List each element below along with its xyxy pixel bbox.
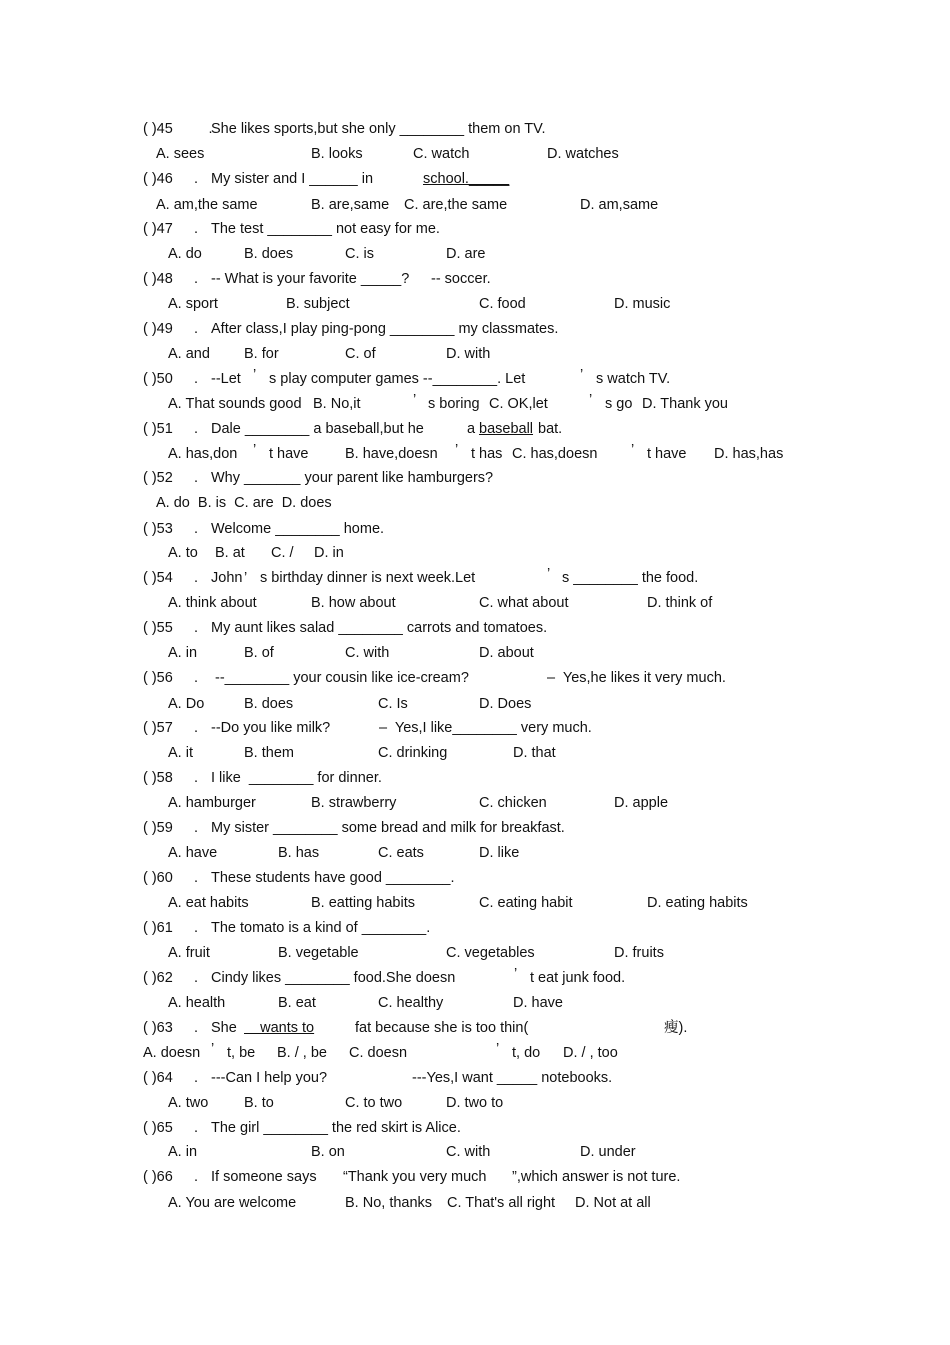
question-stem: Why _______ your parent like hamburgers? [211,470,494,486]
option-a: A. am,the same [156,197,258,213]
option-c: C. healthy [378,995,444,1011]
option-a: A. has,don [168,446,238,462]
question-stem: 瘦). [664,1020,688,1036]
question-dot: . [194,470,199,486]
question-stem: My aunt likes salad ________ carrots and tomatoes. [211,620,548,636]
option-b: B. eatting habits [311,895,415,911]
question-dot: . [194,521,199,537]
question-dot: . [194,570,199,586]
option-c: t, do [512,1045,541,1061]
question-stem: My sister ________ some bread and milk for breakfast. [211,820,565,836]
question-stem: After class,I play ping-pong ________ my classmates. [211,321,559,337]
question-number: ( )52 [143,470,173,486]
question-stem: --________ your cousin like ice-cream? [215,670,469,686]
question-stem: She [211,1020,237,1036]
option-a: A. it [168,745,193,761]
apostrophe: ’ [455,442,459,458]
question-dot: . [194,870,199,886]
option-d: D. under [580,1144,636,1160]
question-dot: . [194,221,199,237]
option-c: C. chicken [479,795,547,811]
apostrophe: ’ [413,392,417,408]
option-c: C. what about [479,595,569,611]
question-dot: . [194,1020,199,1036]
question-number: ( )56 [143,670,173,686]
question-stem-underlined: wants to [244,1020,315,1036]
question-answer: – Yes,he likes it very much. [547,670,726,686]
option-c: C. eating habit [479,895,573,911]
option-d: D. are [446,246,486,262]
option-d: D. like [479,845,520,861]
question-number: ( )48 [143,271,173,287]
option-b: B. does [244,246,294,262]
question-number: ( )57 [143,720,173,736]
question-dot: . [194,970,199,986]
apostrophe: ’ [631,442,635,458]
option-c: C. vegetables [446,945,535,961]
question-dot: . [194,720,199,736]
option-c: C. of [345,346,376,362]
question-stem: s play computer games --________. Let [269,371,526,387]
option-b: B. have,doesn [345,446,438,462]
option-c: C. to two [345,1095,403,1111]
question-stem: These students have good ________. [211,870,455,886]
question-number: ( )49 [143,321,173,337]
option-c: t have [647,446,687,462]
option-d: D. Does [479,696,532,712]
option-a: A. doesn [143,1045,201,1061]
option-b: B. does [244,696,294,712]
question-stem: -- What is your favorite _____? [211,271,410,287]
question-answer: ---Yes,I want _____ notebooks. [412,1070,613,1086]
question-dot: . [194,121,213,137]
option-a: A. think about [168,595,257,611]
option-a: t have [269,446,309,462]
apostrophe: ’ [580,367,584,383]
options-line: A. do B. is C. are D. does [156,495,332,511]
apostrophe: ’ [496,1041,500,1057]
option-c: s go [605,396,633,412]
option-b: B. how about [311,595,396,611]
question-dot: . [194,820,199,836]
option-b: B. subject [286,296,350,312]
question-dot: . [194,171,199,187]
question-stem: --Let [211,371,241,387]
option-a: A. in [168,1144,198,1160]
option-b: B. No,it [313,396,361,412]
question-stem: Dale ________ a baseball,but he [211,421,424,437]
option-b: B. looks [311,146,363,162]
question-stem: If someone says [211,1169,317,1185]
option-d: D. about [479,645,534,661]
apostrophe: ’ [244,570,248,586]
question-stem: I like ________ for dinner. [211,770,382,786]
option-c: C. / [271,545,294,561]
question-dot: . [194,321,199,337]
question-stem: -- soccer. [431,271,491,287]
option-b: t has [471,446,503,462]
option-a: A. health [168,995,226,1011]
option-a: A. You are welcome [168,1195,297,1211]
option-c: C. is [345,246,374,262]
option-b: B. strawberry [311,795,397,811]
question-stem: My sister and I ______ in [211,171,374,187]
question-stem: bat. [538,421,563,437]
option-d: D. fruits [614,945,664,961]
option-d: D. am,same [580,197,659,213]
option-b: s boring [428,396,480,412]
option-b: B. of [244,645,274,661]
question-stem: The test ________ not easy for me. [211,221,440,237]
question-dot: . [194,371,199,387]
question-number: ( )61 [143,920,173,936]
question-number: ( )53 [143,521,173,537]
question-stem-underlined: school._____ [423,171,510,187]
question-stem: “Thank you very much [343,1169,487,1185]
option-d: D. think of [647,595,713,611]
option-b: B. on [311,1144,345,1160]
question-number: ( )59 [143,820,173,836]
question-number: ( )45 [143,121,173,137]
option-d: D. that [513,745,556,761]
option-c: C. watch [413,146,470,162]
option-a: A. hamburger [168,795,256,811]
apostrophe: ’ [211,1041,215,1057]
question-stem: ”,which answer is not ture. [512,1169,681,1185]
option-d: D. music [614,296,671,312]
option-d: D. with [446,346,491,362]
option-c: C. has,doesn [512,446,598,462]
question-number: ( )62 [143,970,173,986]
question-number: ( )46 [143,171,173,187]
question-number: ( )50 [143,371,173,387]
question-dot: . [194,421,199,437]
apostrophe: ’ [514,966,518,982]
option-a: A. and [168,346,210,362]
question-number: ( )65 [143,1120,173,1136]
option-b: B. / , be [277,1045,327,1061]
option-d: D. Not at all [575,1195,651,1211]
question-number: ( )60 [143,870,173,886]
option-a: A. fruit [168,945,210,961]
question-number: ( )66 [143,1169,173,1185]
option-c: C. drinking [378,745,448,761]
question-dot: . [194,670,199,686]
option-a: A. two [168,1095,209,1111]
option-c: C. OK,let [489,396,548,412]
option-c: C. eats [378,845,424,861]
option-c: C. doesn [349,1045,408,1061]
apostrophe: ’ [253,367,257,383]
option-a: A. do [168,246,202,262]
question-stem: She likes sports,but she only ________ them on TV. [211,121,546,137]
question-stem: --Do you like milk? [211,720,331,736]
question-number: ( )58 [143,770,173,786]
question-number: ( )47 [143,221,173,237]
option-d: D. has,has [714,446,784,462]
question-stem: s birthday dinner is next week.Let [260,570,476,586]
question-dot: . [194,770,199,786]
option-a: A. have [168,845,218,861]
option-b: B. eat [278,995,316,1011]
option-b: B. are,same [311,197,390,213]
option-b: B. No, thanks [345,1195,433,1211]
apostrophe: ’ [589,392,593,408]
option-d: D. / , too [563,1045,618,1061]
option-a: A. sport [168,296,218,312]
question-stem: a [467,421,476,437]
option-d: D. watches [547,146,619,162]
option-b: B. for [244,346,279,362]
option-d: D. in [314,545,344,561]
question-dot: . [194,271,199,287]
question-stem: John [211,570,243,586]
question-number: ( )64 [143,1070,173,1086]
option-a: A. to [168,545,198,561]
question-dot: . [194,620,199,636]
option-d: D. Thank you [642,396,728,412]
question-dot: . [194,920,199,936]
option-c: C. with [446,1144,491,1160]
question-stem: Welcome ________ home. [211,521,385,537]
option-b: B. them [244,745,294,761]
option-b: B. vegetable [278,945,359,961]
option-b: B. at [215,545,245,561]
option-b: B. to [244,1095,274,1111]
option-c: C. are,the same [404,197,508,213]
question-stem: ---Can I help you? [211,1070,328,1086]
option-c: C. food [479,296,526,312]
apostrophe: ’ [253,442,257,458]
option-b: B. has [278,845,320,861]
question-stem: s watch TV. [596,371,671,387]
question-answer: – Yes,I like________ very much. [379,720,592,736]
option-d: D. apple [614,795,669,811]
option-a: A. That sounds good [168,396,302,412]
option-c: C. with [345,645,390,661]
question-stem: s ________ the food. [562,570,699,586]
question-number: ( )63 [143,1020,173,1036]
question-number: ( )55 [143,620,173,636]
question-dot: . [194,1169,199,1185]
question-stem: The tomato is a kind of ________. [211,920,431,936]
question-stem-underlined: baseball [479,421,534,437]
question-number: ( )51 [143,421,173,437]
option-c: C. That's all right [447,1195,556,1211]
question-number: ( )54 [143,570,173,586]
option-a: A. eat habits [168,895,249,911]
option-d: D. two to [446,1095,504,1111]
apostrophe: ’ [547,566,551,582]
option-a: A. sees [156,146,205,162]
option-d: D. have [513,995,563,1011]
option-d: D. eating habits [647,895,748,911]
option-a: A. in [168,645,198,661]
option-a: t, be [227,1045,256,1061]
question-stem: The girl ________ the red skirt is Alice. [211,1120,461,1136]
option-a: A. Do [168,696,205,712]
option-c: C. Is [378,696,408,712]
question-stem: Cindy likes ________ food.She doesn [211,970,456,986]
question-stem: fat because she is too thin( [355,1020,529,1036]
question-dot: . [194,1070,199,1086]
question-dot: . [194,1120,199,1136]
question-stem: t eat junk food. [530,970,626,986]
